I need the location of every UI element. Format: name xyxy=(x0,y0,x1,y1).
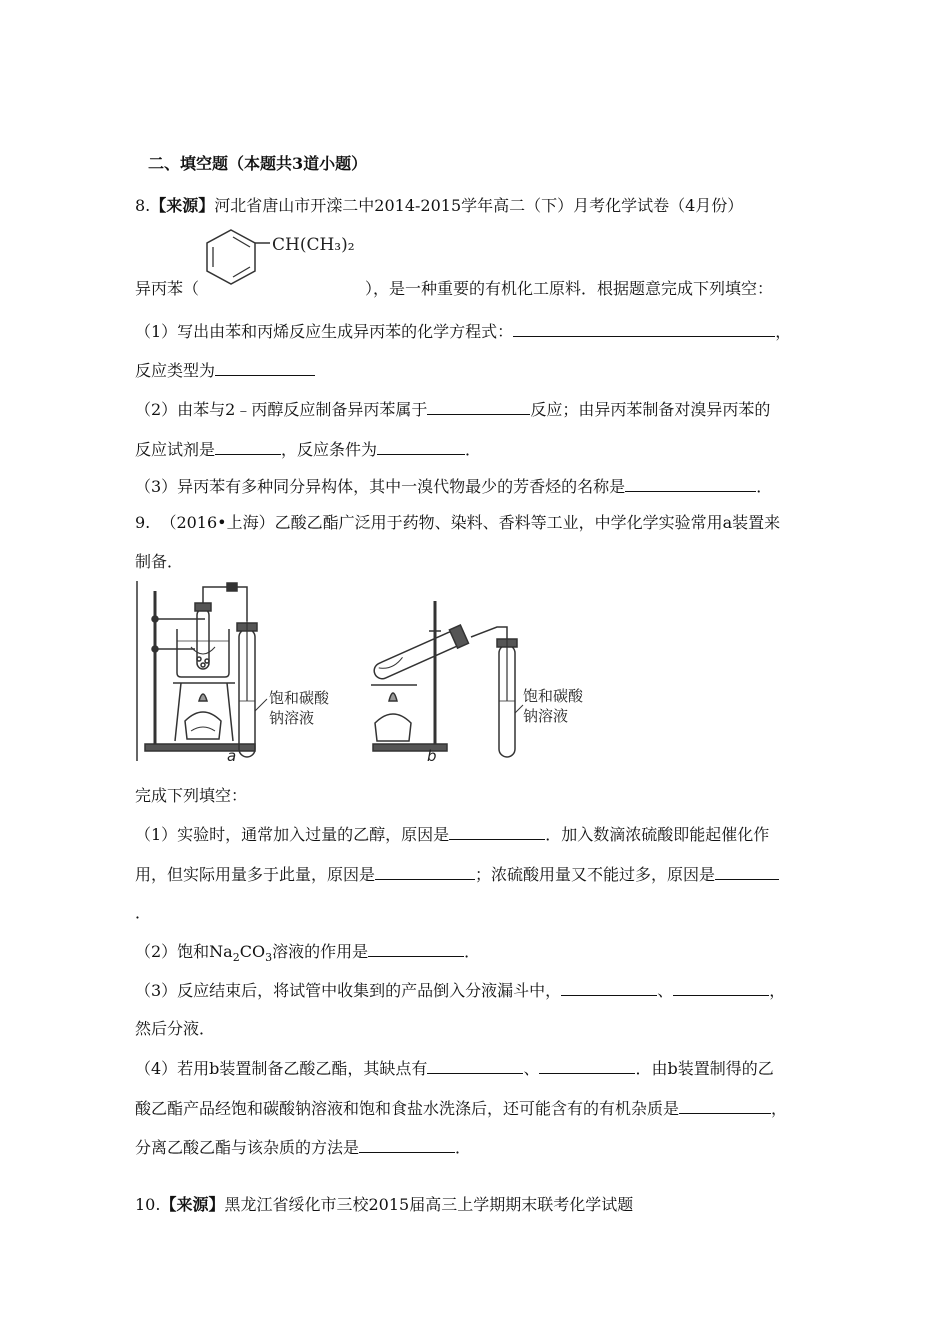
answer-blank[interactable] xyxy=(561,979,657,996)
q8-p3-period: ． xyxy=(756,477,773,496)
q9-number: 9. xyxy=(135,513,151,532)
q9-p1-text-c: 用，但实际用量多于此量，原因是 xyxy=(135,865,376,884)
q8-source-line xyxy=(135,195,743,217)
section-title: 二、填空题（本题共3道小题） xyxy=(148,154,368,173)
q9-lead: 完成下列填空： xyxy=(135,786,248,805)
answer-blank[interactable] xyxy=(673,979,769,996)
q9-p2-text-b: 溶液的作用是 xyxy=(272,942,369,961)
q9-p1-text-b: ．加入数滴浓硫酸即能起催化作 xyxy=(545,825,770,844)
q9-p2-co: CO xyxy=(239,942,266,961)
apparatus-a xyxy=(137,581,267,761)
fig-a-label-line2: 钠溶液 xyxy=(269,709,315,727)
answer-blank[interactable] xyxy=(679,1097,771,1114)
q9-p4-period: ． xyxy=(455,1138,472,1157)
q8-p2-text: （2）由苯与2﹣丙醇反应制备异丙苯属于 xyxy=(135,400,428,419)
q9-p3-comma: ， xyxy=(769,981,786,1000)
apparatus-b xyxy=(371,601,523,757)
apparatus-figure xyxy=(135,581,595,767)
answer-blank[interactable] xyxy=(375,863,475,880)
q8-intro xyxy=(135,278,773,300)
q9-part4 xyxy=(135,1057,774,1080)
fig-b-caption: b xyxy=(427,747,437,765)
q9-part2 xyxy=(135,940,480,969)
q10-source-line xyxy=(135,1194,633,1216)
q9-intro xyxy=(135,512,780,534)
q8-p2-reagent: 反应试剂是 xyxy=(135,440,216,459)
q8-p2-condition: ，反应条件为 xyxy=(281,440,378,459)
answer-blank[interactable] xyxy=(427,1057,523,1074)
q9-p4-text-c: ．由b装置制得的乙 xyxy=(635,1059,774,1078)
fig-b-label-line2: 钠溶液 xyxy=(523,707,569,725)
q9-p1-text-d: ；浓硫酸用量又不能过多，原因是 xyxy=(475,865,716,884)
q9-p3-sep: 、 xyxy=(657,981,674,1000)
q10-number: 10. xyxy=(135,1195,161,1214)
fig-a-caption: a xyxy=(227,747,237,765)
isopropyl-group-label: CH(CH₃)₂ xyxy=(272,235,355,255)
q9-p2-sub1: 2 xyxy=(232,951,240,965)
fig-a-label-line1: 饱和碳酸 xyxy=(269,689,330,707)
q9-p3-text: （3）反应结束后，将试管中收集到的产品倒入分液漏斗中， xyxy=(135,981,562,1000)
q9-p1-text: （1）实验时，通常加入过量的乙醇，原因是 xyxy=(135,825,450,844)
q8-part2-cont xyxy=(135,438,481,461)
q9-part4-cont xyxy=(135,1097,787,1120)
answer-blank[interactable] xyxy=(513,320,775,337)
answer-blank[interactable] xyxy=(625,475,756,492)
q9-part3 xyxy=(135,979,785,1002)
q9-p2-text: （2）饱和Na xyxy=(135,942,233,961)
q9-p4-sep: 、 xyxy=(523,1059,540,1078)
q8-intro-rest: ），是一种重要的有机化工原料．根据题意完成下列填空： xyxy=(365,279,774,298)
q8-p2-text-b: 反应；由异丙苯制备对溴异丙苯的 xyxy=(530,400,771,419)
q8-source: 河北省唐山市开滦二中2014-2015学年高二（下）月考化学试卷（4月份） xyxy=(214,196,744,215)
q8-part3 xyxy=(135,475,772,498)
fig-b-label-line1: 饱和碳酸 xyxy=(523,687,584,705)
q8-part1-type xyxy=(135,359,315,382)
answer-blank[interactable] xyxy=(359,1136,455,1153)
answer-blank[interactable] xyxy=(215,359,315,376)
q8-p3-text: （3）异丙苯有多种同分异构体，其中一溴代物最少的芳香烃的名称是 xyxy=(135,477,626,496)
q9-part1-cont xyxy=(135,863,779,886)
q9-p2-sub2: 3 xyxy=(265,951,273,965)
q9-p4-comma: ， xyxy=(771,1099,788,1118)
q8-p1-comma: ， xyxy=(775,322,792,341)
q9-part1 xyxy=(135,823,769,846)
q8-p1-text: （1）写出由苯和丙烯反应生成异丙苯的化学方程式： xyxy=(135,322,514,341)
q8-part1 xyxy=(135,320,791,343)
q8-number: 8. xyxy=(135,196,151,215)
q9-intro-text: （2016•上海）乙酸乙酯广泛用于药物、染料、香料等工业，中学化学实验常用a装置来 xyxy=(160,513,781,532)
q8-p1-type-text: 反应类型为 xyxy=(135,361,216,380)
q8-p2-period: ． xyxy=(465,440,482,459)
answer-blank[interactable] xyxy=(715,863,779,880)
answer-blank[interactable] xyxy=(427,398,530,415)
answer-blank[interactable] xyxy=(215,438,281,455)
answer-blank[interactable] xyxy=(539,1057,635,1074)
answer-blank[interactable] xyxy=(368,940,464,957)
q9-p2-period: ． xyxy=(464,942,481,961)
q9-part1-end: ． xyxy=(135,903,152,922)
answer-blank[interactable] xyxy=(377,438,465,455)
answer-blank[interactable] xyxy=(449,823,545,840)
q9-intro-2: 制备． xyxy=(135,552,184,571)
q9-p4-text: （4）若用b装置制备乙酸乙酯，其缺点有 xyxy=(135,1059,428,1078)
q8-part2 xyxy=(135,398,770,421)
q9-part4-end xyxy=(135,1136,471,1159)
q9-p4-text-d: 酸乙酯产品经饱和碳酸钠溶液和饱和食盐水洗涤后，还可能含有的有机杂质是 xyxy=(135,1099,680,1118)
q8-source-tag: 【来源】 xyxy=(150,196,215,215)
q9-p4-text-f: 分离乙酸乙酯与该杂质的方法是 xyxy=(135,1138,360,1157)
q10-source-tag: 【来源】 xyxy=(160,1195,225,1214)
q8-intro-open: 异丙苯（ xyxy=(135,279,200,298)
q10-source: 黑龙江省绥化市三校2015届高三上学期期末联考化学试题 xyxy=(224,1195,634,1214)
q9-part3-end: 然后分液． xyxy=(135,1019,216,1038)
